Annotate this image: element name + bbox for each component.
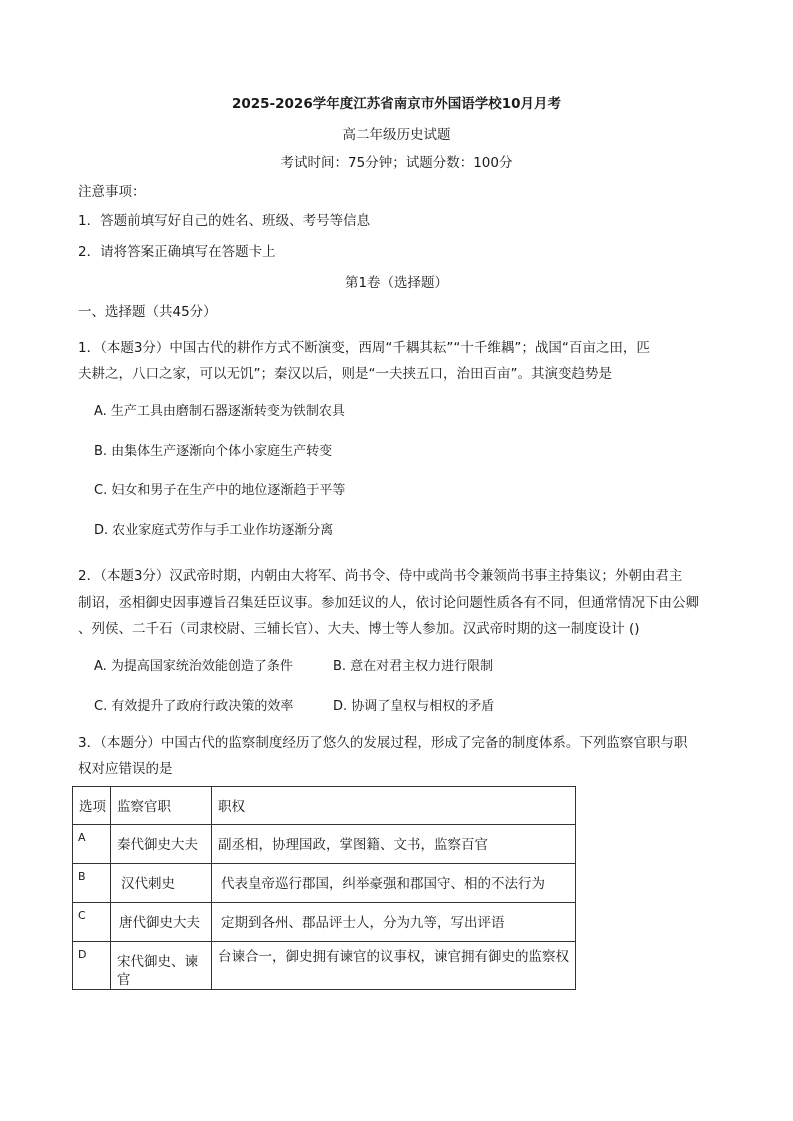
table-cell-office: 宋代御史、谏官 (111, 942, 212, 990)
table-header-cell: 职权 (212, 787, 576, 825)
table-cell-duty: 副丞相，协理国政，掌图籍、文书，监察百官 (212, 825, 576, 864)
q2-stem-line-1: 2．（本题3分）汉武帝时期，内朝由大将军、尚书令、侍中或尚书令兼领尚书事主持集议；外朝由君主 (78, 568, 683, 584)
table-cell-office: 汉代刺史 (111, 864, 212, 903)
table-cell-duty: 代表皇帝巡行郡国，纠举豪强和郡国守、相的不法行为 (212, 864, 576, 903)
note-item-2: 2．请将答案正确填写在答题卡上 (78, 244, 276, 260)
table-cell-option: C (73, 903, 111, 942)
exam-subtitle: 高二年级历史试题 (342, 127, 451, 143)
table-row (73, 903, 576, 942)
table-row (73, 825, 576, 864)
q1-stem-line-2: 夫耕之，八口之家，可以无饥”；秦汉以后，则是“一夫挟五口，治田百亩”。其演变趋势是 (78, 366, 612, 382)
q3-stem-line-1: 3．（本题分）中国古代的监察制度经历了悠久的发展过程，形成了完备的制度体系。下列监察官职与职 (78, 735, 688, 751)
q2-option-c: C. 有效提升了政府行政决策的效率 (94, 699, 294, 714)
q2-stem-line-2: 制诏，丞相御史因事遵旨召集廷臣议事。参加廷议的人，依讨论问题性质各有不同，但通常情况下由公卿 (78, 595, 699, 611)
table-cell-option: D (73, 942, 111, 990)
q2-option-d: D. 协调了皇权与相权的矛盾 (333, 699, 495, 714)
q3-stem-line-2: 权对应错误的是 (78, 761, 173, 777)
q1-stem-line-1: 1．（本题3分）中国古代的耕作方式不断演变，西周“千耦其耘”“十千维耦”；战国“百亩之田，匹 (78, 340, 650, 356)
q2-option-b: B. 意在对君主权力进行限制 (333, 659, 494, 674)
table-cell-option: B (73, 864, 111, 903)
q3-table (72, 786, 576, 990)
notes-heading: 注意事项： (78, 184, 146, 200)
table-header-cell: 监察官职 (111, 787, 212, 825)
section-title: 一、选择题（共45分） (78, 304, 217, 320)
table-header-row (73, 787, 576, 825)
exam-info: 考试时间：75分钟；试题分数：100分 (280, 155, 513, 171)
table-cell-duty: 定期到各州、郡品评士人，分为九等，写出评语 (212, 903, 576, 942)
table-cell-office: 唐代御史大夫 (111, 903, 212, 942)
table-cell-office: 秦代御史大夫 (111, 825, 212, 864)
q2-option-a: A. 为提高国家统治效能创造了条件 (94, 659, 293, 674)
q1-option-d: D. 农业家庭式劳作与手工业作坊逐渐分离 (94, 523, 334, 538)
volume-title: 第1卷（选择题） (344, 275, 449, 291)
table-row (73, 942, 576, 990)
q1-option-a: A. 生产工具由磨制石器逐渐转变为铁制农具 (94, 404, 345, 419)
q1-option-b: B. 由集体生产逐渐向个体小家庭生产转变 (94, 444, 333, 459)
q2-stem-line-3: 、列侯、二千石（司隶校尉、三辅长官）、大夫、博士等人参加。汉武帝时期的这一制度设计 () (78, 621, 640, 637)
q1-option-c: C. 妇女和男子在生产中的地位逐渐趋于平等 (94, 483, 346, 498)
table-cell-duty: 台谏合一，御史拥有谏官的议事权，谏官拥有御史的监察权 (212, 942, 576, 990)
table-row (73, 864, 576, 903)
table-header-cell: 选项 (73, 787, 111, 825)
exam-title: 2025-2026学年度江苏省南京市外国语学校10月月考 (231, 96, 562, 112)
table-cell-option: A (73, 825, 111, 864)
note-item-1: 1．答题前填写好自己的姓名、班级、考号等信息 (78, 213, 371, 229)
